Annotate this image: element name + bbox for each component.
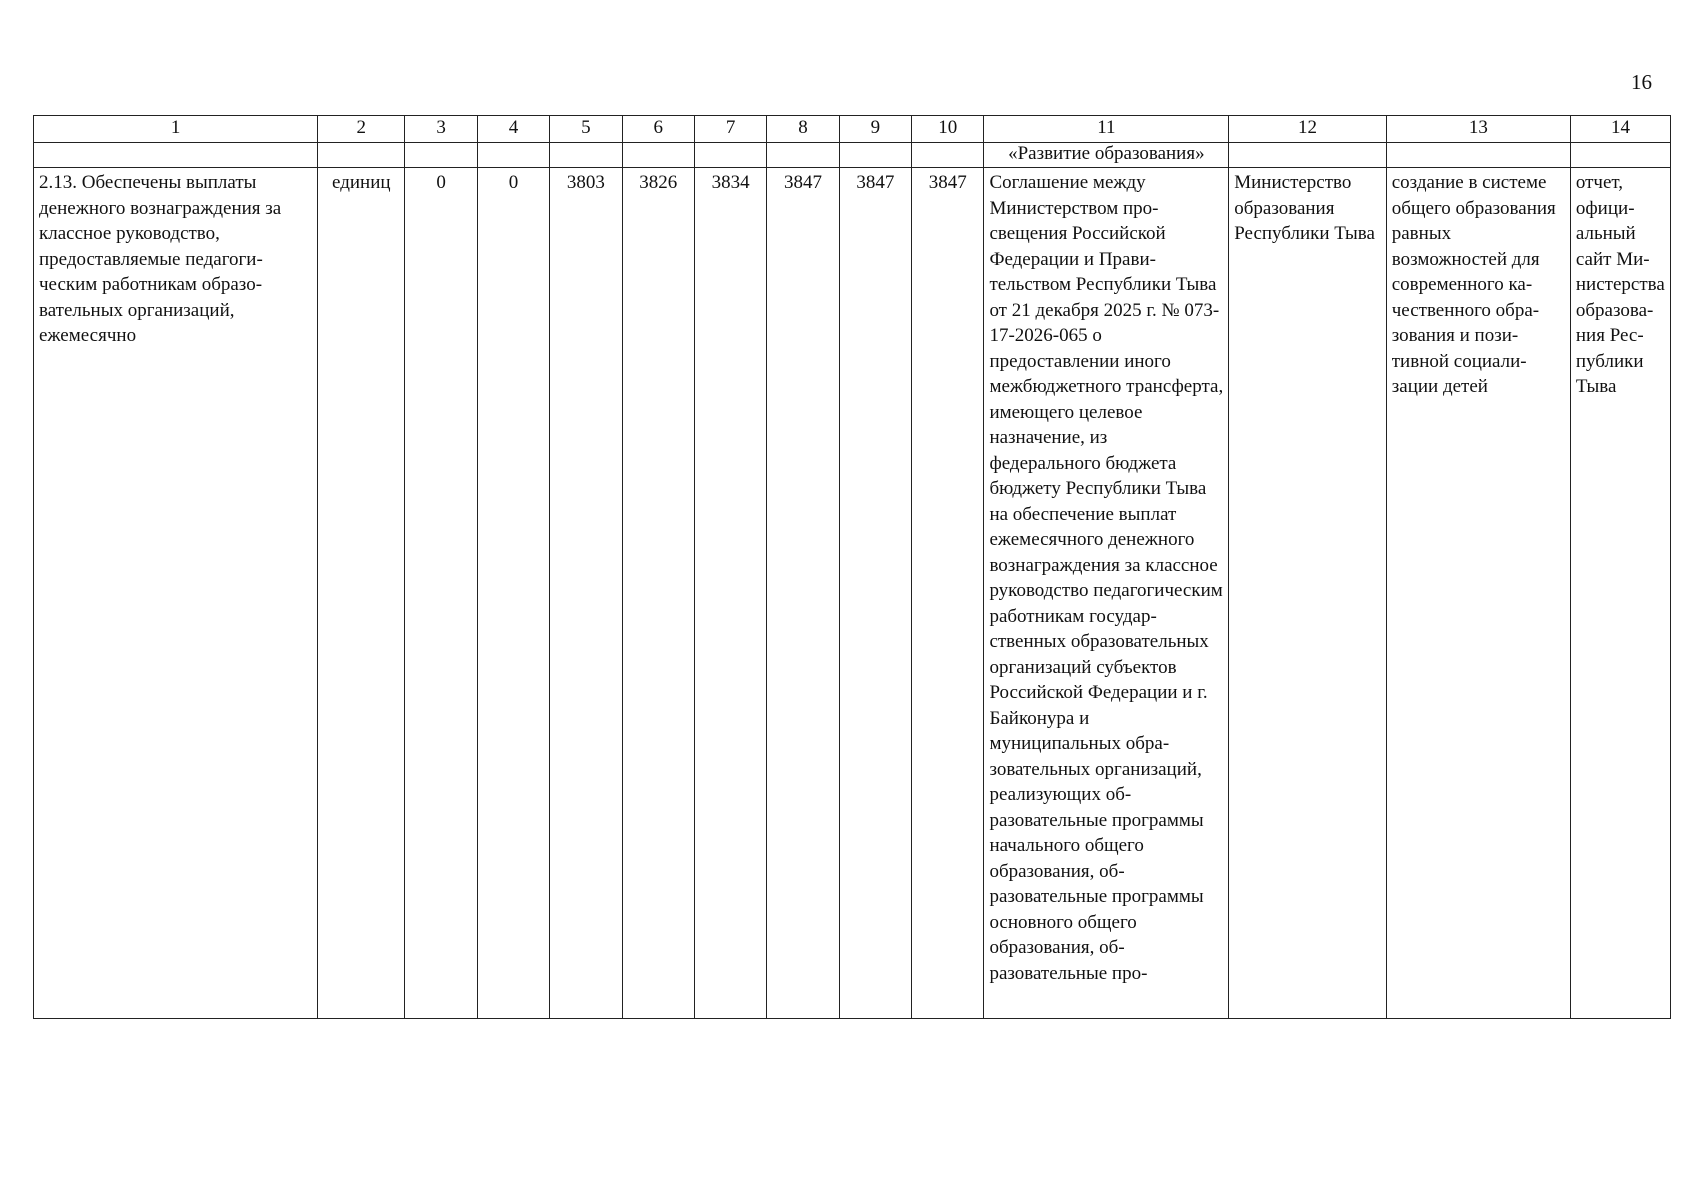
- column-number: 1: [34, 116, 318, 143]
- information-source: отчет, официальный сайт Министерства образования Республики Тыва: [1570, 168, 1670, 1019]
- column-numbers-row: [34, 116, 1671, 143]
- column-number: 7: [694, 116, 766, 143]
- empty-cell: [912, 143, 984, 168]
- value-col-3: 0: [405, 168, 477, 1019]
- empty-cell: [1229, 143, 1387, 168]
- empty-cell: [318, 143, 405, 168]
- column-number: 2: [318, 116, 405, 143]
- column-number: 4: [477, 116, 549, 143]
- table-row: [34, 168, 1671, 1019]
- column-number: 14: [1570, 116, 1670, 143]
- empty-cell: [839, 143, 911, 168]
- value-col-7: 3834: [694, 168, 766, 1019]
- agreement-text: Соглашение между Министерством просвещения Российской Федерации и Правительством Республики Тыва от 21 декабря 2025 г. № 073-17-2026-065 о предоставлении иного межбюджетного трансферта, имеющего целевое назначение, из федерального бюджета бюджету Республики Тыва на обеспечение выплат ежемесячного денежного вознаграждения за классное руководство педагогическим работникам государственных образовательных организаций субъектов Российской Федерации и г. Байконура и муниципальных образовательных организаций, реализующих образовательные программы начального общего образования, образовательные программы основного общего образования, образовательные про-: [984, 168, 1229, 1019]
- indicators-table: [33, 115, 1671, 1019]
- value-col-5: 3803: [550, 168, 622, 1019]
- column-number: 12: [1229, 116, 1387, 143]
- unit-of-measure: единиц: [318, 168, 405, 1019]
- column-number: 13: [1386, 116, 1570, 143]
- empty-cell: [34, 143, 318, 168]
- responsible-body: Министерство образования Республики Тыва: [1229, 168, 1387, 1019]
- value-col-8: 3847: [767, 168, 839, 1019]
- column-number: 3: [405, 116, 477, 143]
- program-name: «Развитие образования»: [984, 143, 1229, 168]
- value-col-9: 3847: [839, 168, 911, 1019]
- column-number: 6: [622, 116, 694, 143]
- expected-result: создание в системе общего образования равных возможностей для современного качественного образования и позитивной социализации детей: [1386, 168, 1570, 1019]
- empty-cell: [694, 143, 766, 168]
- empty-cell: [767, 143, 839, 168]
- value-col-10: 3847: [912, 168, 984, 1019]
- column-number: 11: [984, 116, 1229, 143]
- column-number: 5: [550, 116, 622, 143]
- value-col-6: 3826: [622, 168, 694, 1019]
- indicator-name: 2.13. Обеспечены выплаты денежного вознаграждения за классное руководство, предоставляемые педагогическим работникам образовательных организаций, ежемесячно: [34, 168, 318, 1019]
- column-number: 10: [912, 116, 984, 143]
- value-col-4: 0: [477, 168, 549, 1019]
- empty-cell: [405, 143, 477, 168]
- empty-cell: [1386, 143, 1570, 168]
- column-number: 8: [767, 116, 839, 143]
- program-subheader-row: [34, 143, 1671, 168]
- empty-cell: [477, 143, 549, 168]
- page-number: 16: [1631, 70, 1652, 94]
- empty-cell: [622, 143, 694, 168]
- column-number: 9: [839, 116, 911, 143]
- empty-cell: [550, 143, 622, 168]
- empty-cell: [1570, 143, 1670, 168]
